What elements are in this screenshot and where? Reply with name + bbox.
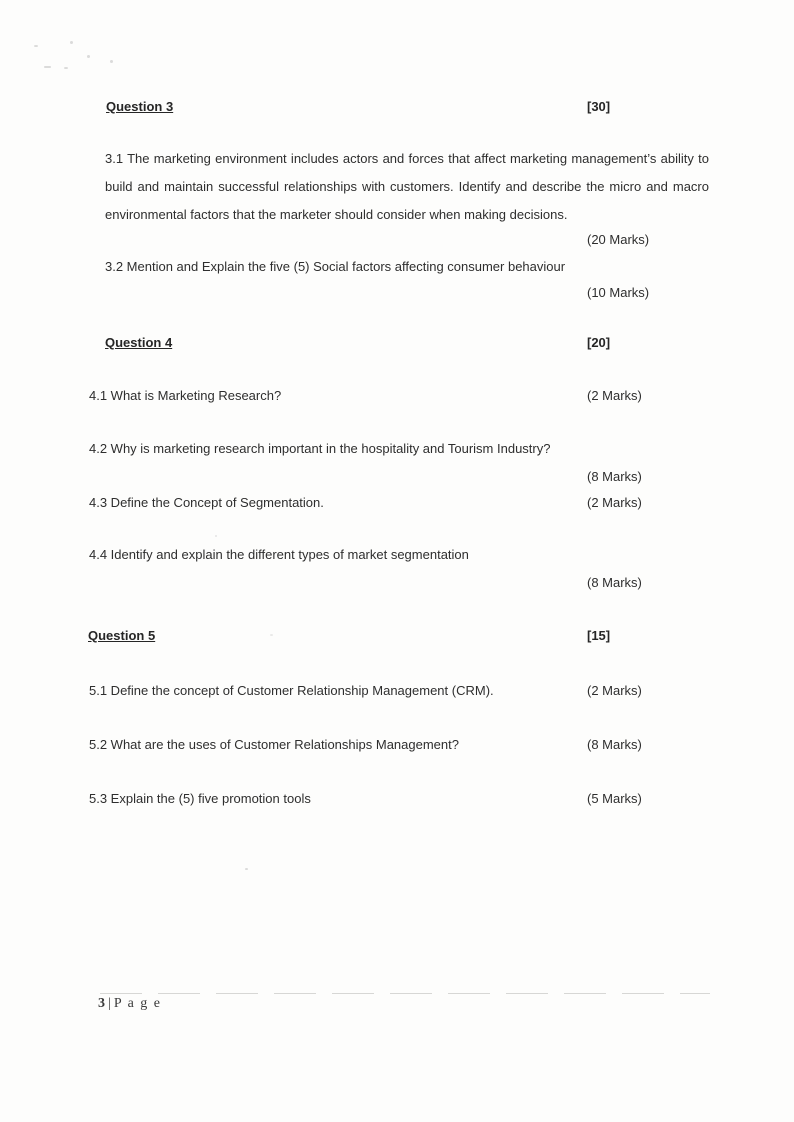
question-5-2-text: 5.2 What are the uses of Customer Relationships Management? xyxy=(89,737,459,752)
scan-artifact xyxy=(270,634,273,636)
question-3-total-marks: [30] xyxy=(587,99,611,114)
scan-artifact xyxy=(64,67,68,69)
footer-separator: | xyxy=(108,996,111,1011)
question-3-2-marks: (10 Marks) xyxy=(587,285,650,300)
footer-page-number: 3 xyxy=(98,996,105,1011)
question-3-1-text-line: 3.1 The marketing environment includes actors and forces that affect marketing management’s ability to xyxy=(105,151,709,166)
scan-artifact xyxy=(44,66,51,68)
scan-artifact xyxy=(110,60,113,63)
question-5-1-text: 5.1 Define the concept of Customer Relationship Management (CRM). xyxy=(89,683,494,698)
question-4-total-marks: [20] xyxy=(587,335,611,350)
footer-page-label: P a g e xyxy=(113,996,162,1011)
question-5-1-marks: (2 Marks) xyxy=(587,683,642,698)
question-3-1-marks: (20 Marks) xyxy=(587,232,650,247)
question-3-1-text-line: build and maintain successful relationships with customers. Identify and describe the micro and macro xyxy=(105,179,709,194)
question-4-3-text: 4.3 Define the Concept of Segmentation. xyxy=(89,495,324,510)
question-5-3-marks: (5 Marks) xyxy=(587,791,642,806)
question-4-1-marks: (2 Marks) xyxy=(587,388,642,403)
scan-artifact xyxy=(245,868,248,870)
question-4-3-marks: (2 Marks) xyxy=(587,495,642,510)
question-3-2-text: 3.2 Mention and Explain the five (5) Social factors affecting consumer behaviour xyxy=(105,259,566,274)
scan-artifact xyxy=(215,535,217,537)
question-5-3-text: 5.3 Explain the (5) five promotion tools xyxy=(89,791,311,806)
question-5-heading: Question 5 xyxy=(88,628,156,643)
question-4-1-text: 4.1 What is Marketing Research? xyxy=(89,388,282,403)
question-4-2-marks: (8 Marks) xyxy=(587,469,642,484)
footer-divider-line xyxy=(100,993,710,994)
scan-artifact xyxy=(87,55,90,58)
question-5-total-marks: [15] xyxy=(587,628,611,643)
question-4-heading: Question 4 xyxy=(105,335,173,350)
question-4-4-marks: (8 Marks) xyxy=(587,575,642,590)
question-3-1-text-line: environmental factors that the marketer should consider when making decisions. xyxy=(105,207,568,222)
question-3-heading: Question 3 xyxy=(106,99,174,114)
question-5-2-marks: (8 Marks) xyxy=(587,737,642,752)
scan-artifact xyxy=(70,41,73,44)
question-4-4-text: 4.4 Identify and explain the different types of market segmentation xyxy=(89,547,469,562)
page-footer xyxy=(98,996,162,1012)
question-4-2-text: 4.2 Why is marketing research important in the hospitality and Tourism Industry? xyxy=(89,441,551,456)
scan-artifact xyxy=(34,45,38,47)
